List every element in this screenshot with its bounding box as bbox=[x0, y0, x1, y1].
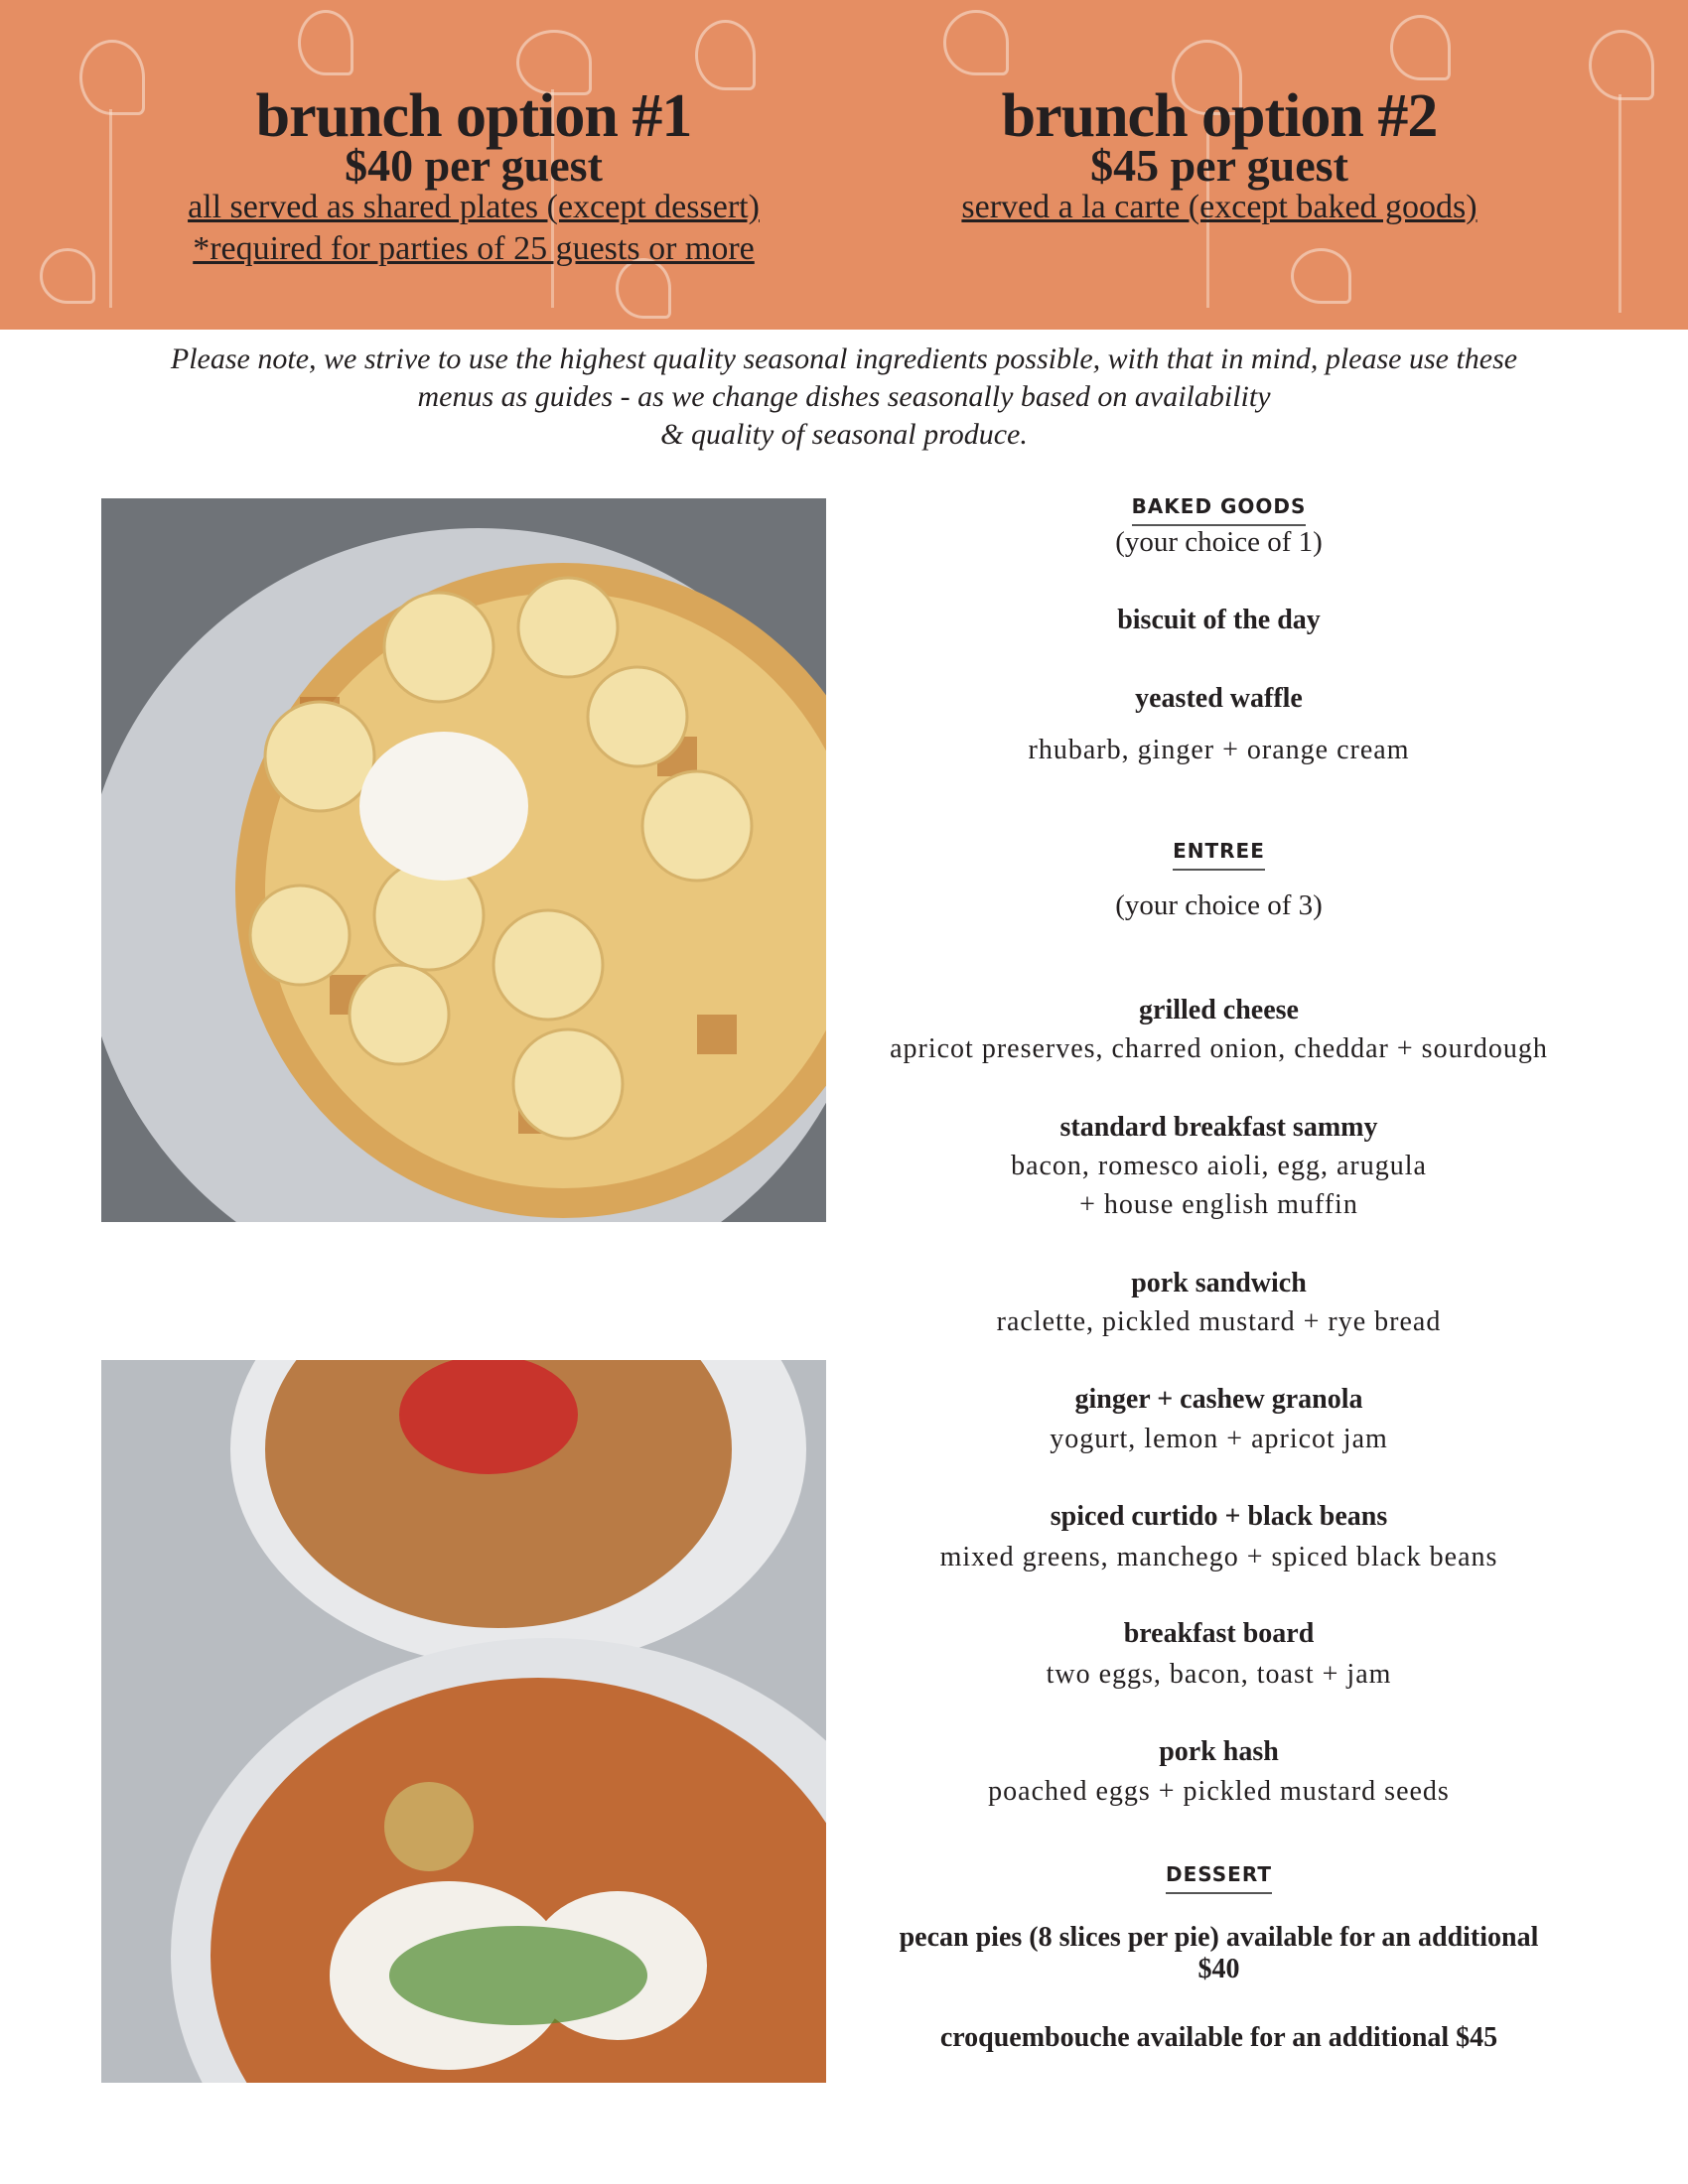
item-desc: + house english muffin bbox=[1079, 1189, 1358, 1220]
item-name: pork sandwich bbox=[1131, 1268, 1307, 1298]
option-price: $45 per guest bbox=[1090, 140, 1348, 191]
item-desc: mixed greens, manchego + spiced black beans bbox=[939, 1542, 1498, 1572]
section-heading-dessert: DESSERT bbox=[834, 1862, 1604, 1894]
item-name: standard breakfast sammy bbox=[1059, 1112, 1378, 1143]
item-desc: rhubarb, ginger + orange cream bbox=[1028, 735, 1410, 765]
item-desc: raclette, pickled mustard + rye bread bbox=[996, 1306, 1442, 1337]
item-name: pork hash bbox=[1159, 1736, 1279, 1767]
granola-hash-image bbox=[101, 1360, 826, 2083]
section-heading-entree: ENTREE bbox=[834, 839, 1604, 871]
choice-note: (your choice of 1) bbox=[1115, 526, 1323, 558]
waffle-photo bbox=[101, 498, 826, 1222]
brunch-option-2 bbox=[872, 82, 1567, 228]
option-title: brunch option #2 bbox=[1001, 82, 1438, 150]
item-name: grilled cheese bbox=[1139, 995, 1299, 1025]
item-desc: apricot preserves, charred onion, cheddar + sourdough bbox=[890, 1033, 1548, 1064]
item-name: yeasted waffle bbox=[1135, 683, 1303, 714]
item-desc: two eggs, bacon, toast + jam bbox=[1046, 1659, 1392, 1690]
item-name: ginger + cashew granola bbox=[1074, 1384, 1363, 1415]
item-desc: yogurt, lemon + apricot jam bbox=[1050, 1424, 1388, 1454]
item-desc: bacon, romesco aioli, egg, arugula bbox=[1011, 1151, 1427, 1181]
item-name: breakfast board bbox=[1123, 1618, 1315, 1649]
option-note: served a la carte (except baked goods) bbox=[961, 189, 1477, 225]
section-heading-baked-goods: BAKED GOODS bbox=[834, 494, 1604, 526]
option-note: all served as shared plates (except dessert) bbox=[188, 189, 760, 225]
brunch-option-1 bbox=[126, 82, 821, 270]
seasonal-note bbox=[99, 341, 1589, 454]
choice-note: (your choice of 3) bbox=[1115, 889, 1323, 921]
option-price: $40 per guest bbox=[345, 140, 603, 191]
option-title: brunch option #1 bbox=[255, 82, 692, 150]
dessert-item: croquembouche available for an additional $45 bbox=[939, 2022, 1498, 2053]
dessert-item-price: $40 bbox=[1197, 1954, 1240, 1984]
note-line: Please note, we strive to use the highest quality seasonal ingredients possible, with that in mind, please use these bbox=[170, 342, 1518, 375]
note-line: & quality of seasonal produce. bbox=[660, 418, 1028, 451]
option-note: *required for parties of 25 guests or more bbox=[193, 230, 755, 267]
header-banner bbox=[0, 0, 1688, 330]
dessert-item: pecan pies (8 slices per pie) available for an additional bbox=[899, 1922, 1539, 1953]
item-name: spiced curtido + black beans bbox=[1050, 1501, 1388, 1532]
item-desc: poached eggs + pickled mustard seeds bbox=[988, 1776, 1450, 1807]
note-line: menus as guides - as we change dishes seasonally based on availability bbox=[417, 380, 1271, 413]
granola-hash-photo bbox=[101, 1360, 826, 2083]
waffle-image bbox=[101, 498, 826, 1222]
item-name: biscuit of the day bbox=[1117, 605, 1321, 635]
